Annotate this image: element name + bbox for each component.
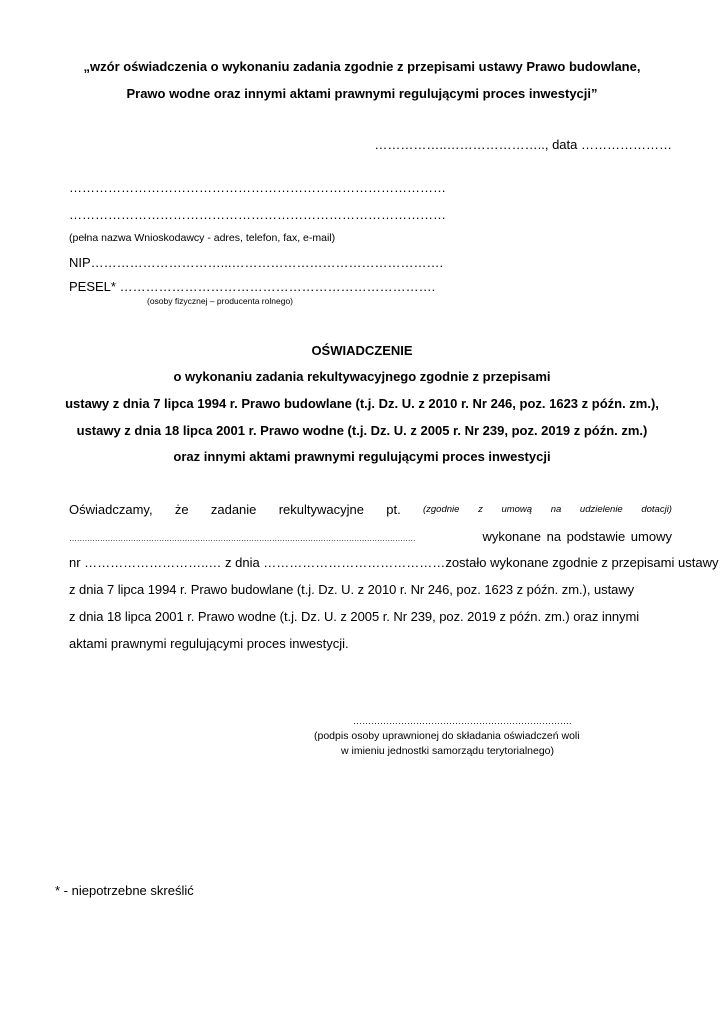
contract-number-date-field: nr ………………………..… z dnia …………………………………… (69, 555, 446, 570)
body-line-5: z dnia 18 lipca 2001 r. Prawo wodne (t.j. Dz. U. z 2005 r. Nr 239, poz. 2019 z późn. zm.) oraz innymi (69, 609, 640, 624)
body-text: zostało wykonane zgodnie z przepisami ustawy (445, 555, 719, 570)
body-line-3 (69, 555, 719, 571)
statement-subtitle-2: ustawy z dnia 7 lipca 1994 r. Prawo budowlane (t.j. Dz. U. z 2010 r. Nr 246, poz. 1623 z późn. zm.), (65, 396, 659, 411)
body-line-4: z dnia 7 lipca 1994 r. Prawo budowlane (t.j. Dz. U. z 2010 r. Nr 246, poz. 1623 z późn. zm.), ustawy (69, 582, 635, 597)
statement-subtitle-1: o wykonaniu zadania rekultywacyjnego zgodnie z przepisami (173, 369, 551, 384)
statement-heading: OŚWIADCZENIE (311, 343, 413, 358)
signature-dots: ………………………………………………………………. (353, 716, 572, 726)
applicant-line-2: …………………………………………………………………………… (69, 207, 446, 222)
body-word: rekultywacyjne (278, 502, 364, 517)
body-line-2 (69, 529, 672, 547)
applicant-caption: (pełna nazwa Wnioskodawcy - adres, telefon, fax, e-mail) (69, 232, 336, 244)
signature-caption-1: (podpis osoby uprawnionej do składania oświadczeń woli (314, 730, 580, 742)
body-word: Oświadczamy, (69, 502, 153, 517)
body-word: że (174, 502, 189, 517)
place-date-field: ……………..………………….., data ………………… (374, 137, 672, 152)
body-word: pt. (386, 502, 401, 517)
header-line-1: „wzór oświadczenia o wykonaniu zadania zgodnie z przepisami ustawy Prawo budowlane, (83, 59, 641, 74)
applicant-line-1: …………………………………………………………………………… (69, 180, 446, 195)
pesel-field: PESEL* ………………………………………………………………. (69, 279, 436, 294)
header-line-2: Prawo wodne oraz innymi aktami prawnymi regulującymi proces inwestycji” (126, 86, 598, 101)
body-word: zadanie (210, 502, 257, 517)
body-line-6: aktami prawnymi regulującymi proces inwestycji. (69, 636, 349, 651)
statement-subtitle-3: ustawy z dnia 18 lipca 2001 r. Prawo wodne (t.j. Dz. U. z 2005 r. Nr 239, poz. 2019 z późn. zm.) (76, 423, 648, 438)
title-dots-field: ……………………………………………………………………………………………………………………… (69, 534, 416, 543)
body-note: (zgodnie z umową na udzielenie dotacji) (422, 504, 672, 515)
pesel-note: (osoby fizycznej – producenta rolnego) (147, 296, 293, 306)
body-text: wykonane na podstawie umowy (482, 529, 672, 544)
body-line-1 (69, 502, 672, 518)
signature-caption-2: w imieniu jednostki samorządu terytorialnego) (341, 745, 555, 757)
nip-field: NIP…………………………...…………………………………………. (69, 255, 444, 270)
footnote: * - niepotrzebne skreślić (55, 883, 194, 898)
statement-subtitle-4: oraz innymi aktami prawnymi regulującymi proces inwestycji (173, 449, 551, 464)
